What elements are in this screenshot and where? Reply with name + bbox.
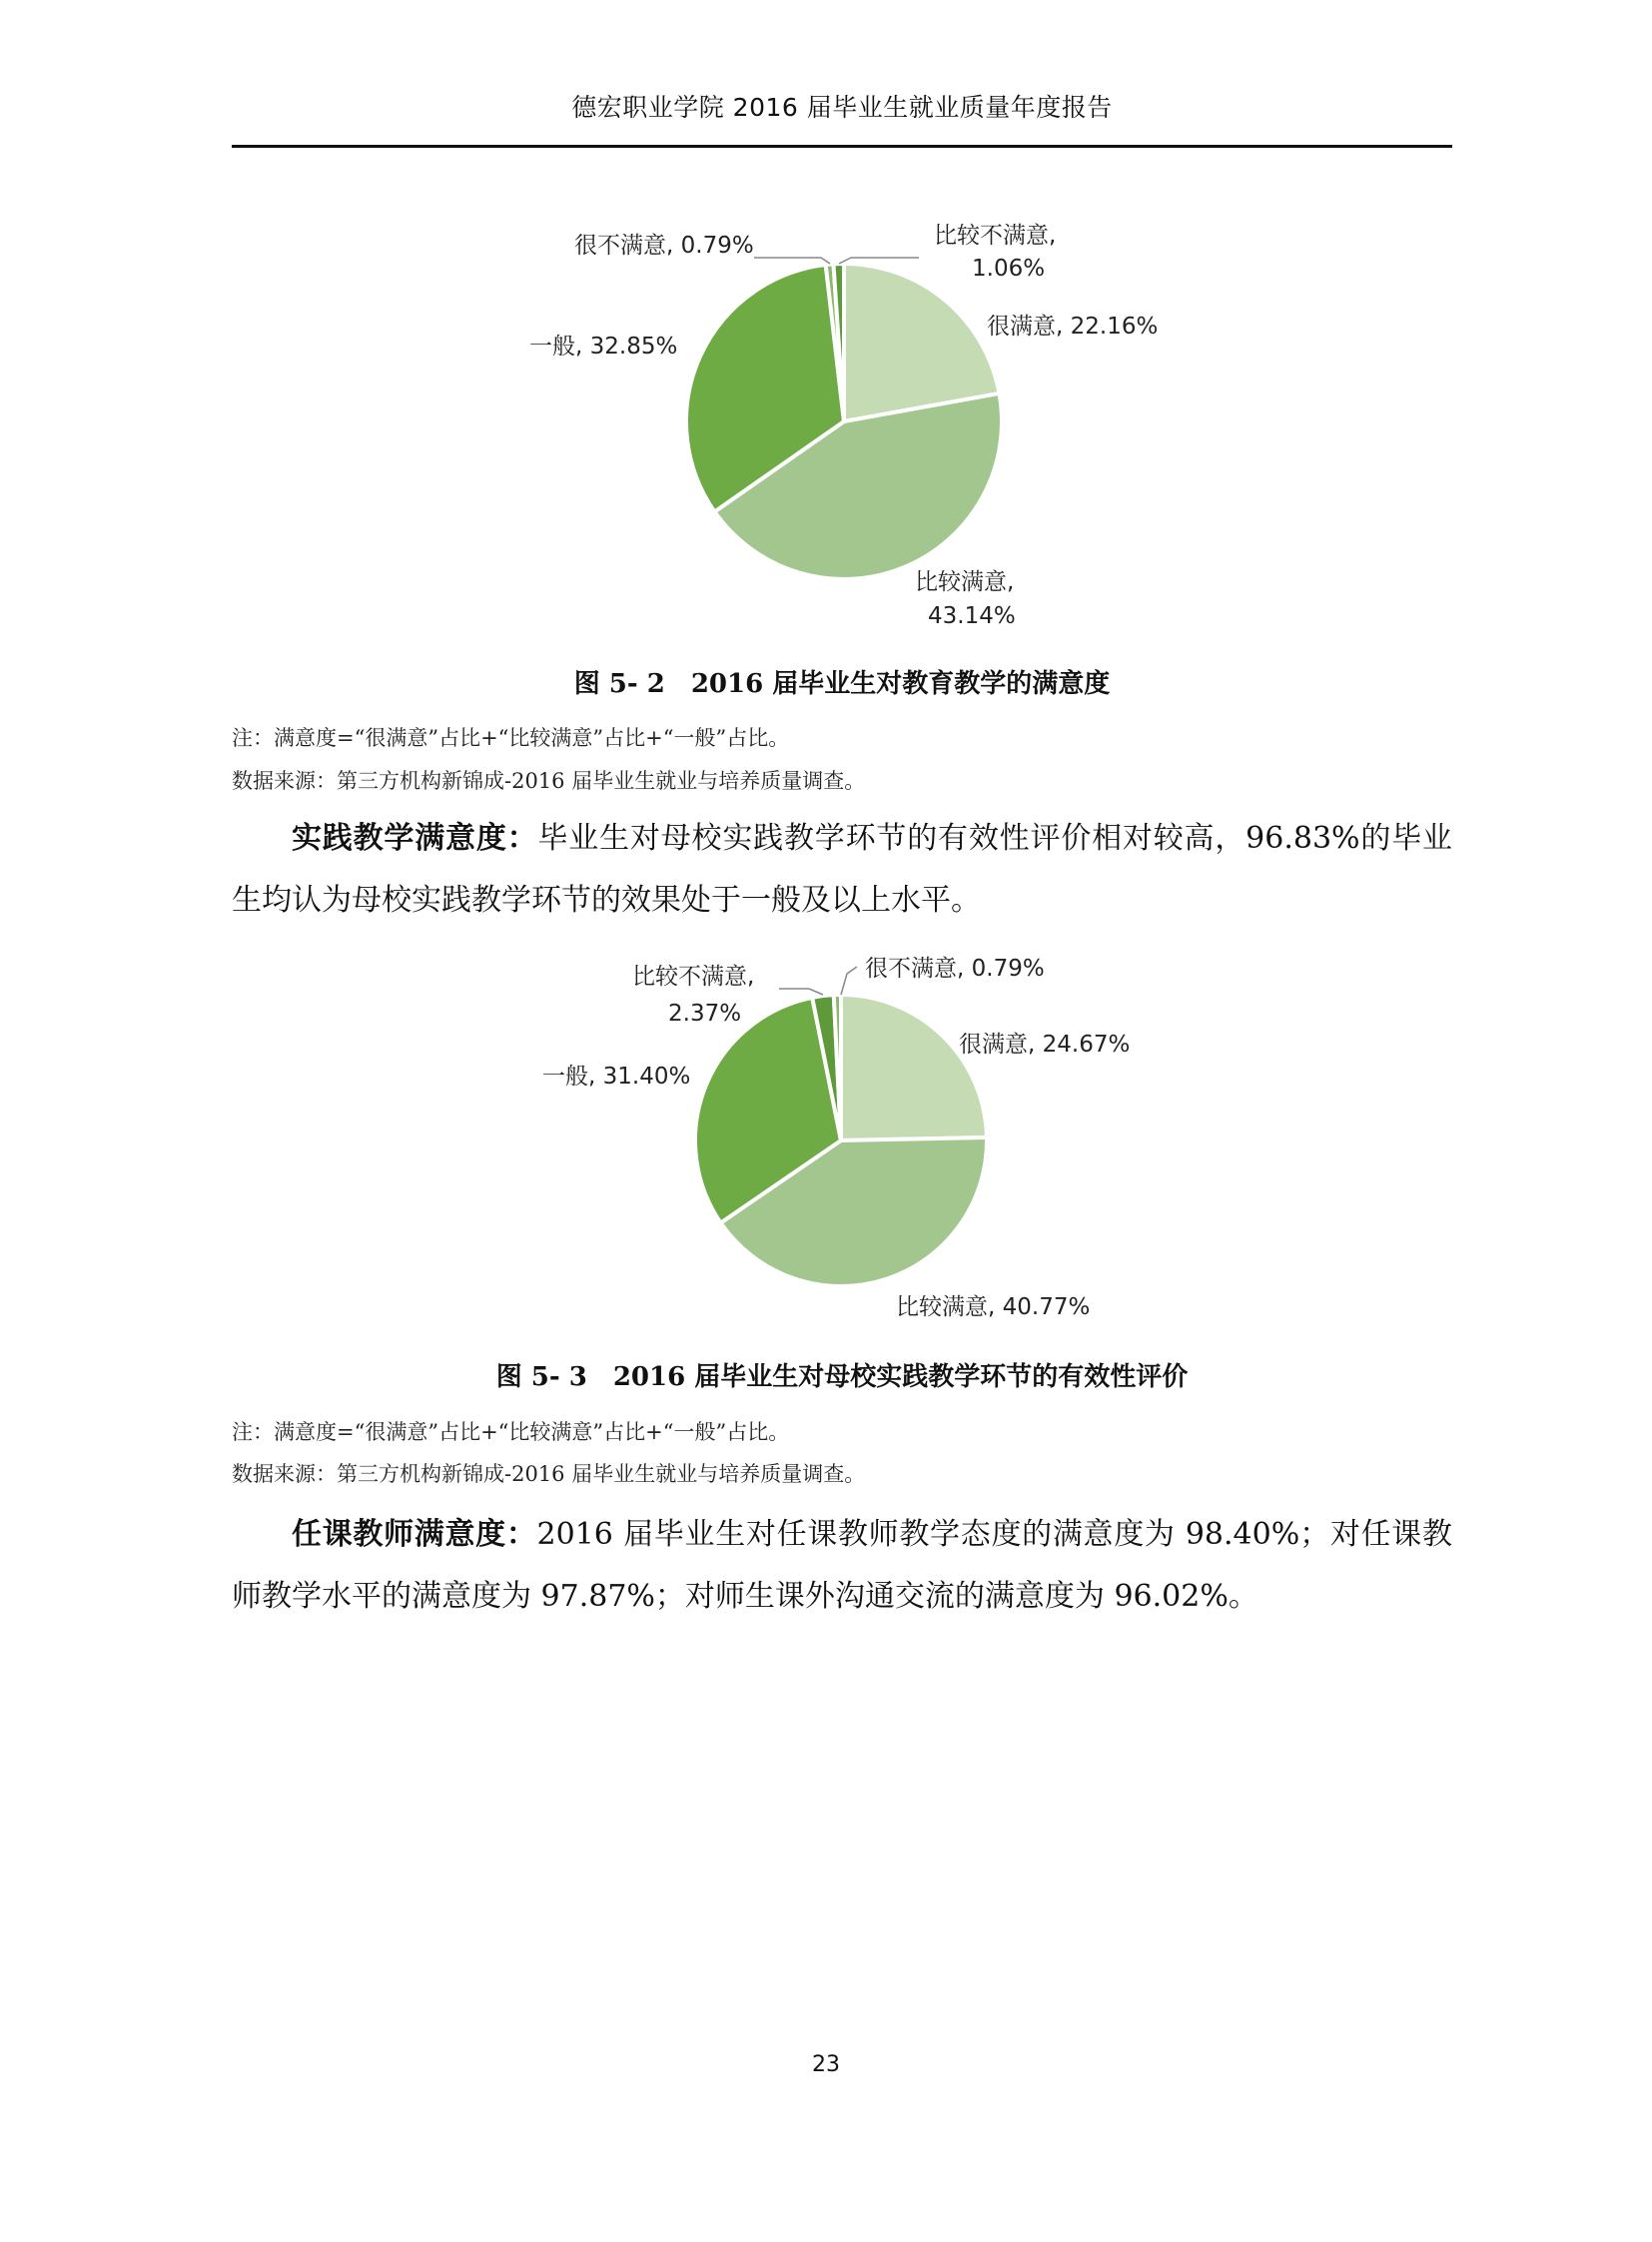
- data-label-dissatisfied-line1: 比较不满意,: [934, 223, 1057, 249]
- leader-lines: [779, 967, 857, 995]
- paragraph-body: 毕业生对母校实践教学环节的有效性评价相对较高，96.83%的毕业生均认为母校实践教学环节的效果处于一般及以上水平。: [232, 821, 1453, 918]
- figure-caption-2: 图 5- 3 2016 届毕业生对母校实践教学环节的有效性评价: [495, 1362, 1189, 1392]
- data-label-neutral: 一般, 32.85%: [529, 334, 678, 360]
- data-label-very-satisfied: 很满意, 24.67%: [959, 1032, 1131, 1058]
- paragraph-teacher-satisfaction: [232, 1504, 1452, 1628]
- page-number: 23: [812, 2052, 840, 2077]
- data-label-very-dissatisfied: 很不满意, 0.79%: [865, 956, 1045, 982]
- paragraph-body: 2016 届毕业生对任课教师教学态度的满意度为 98.40%；对任课教师教学水平的满意度为 97.87%；对师生课外沟通交流的满意度为 96.02%。: [232, 1517, 1452, 1614]
- paragraph-heading: 实践教学满意度：: [292, 821, 538, 856]
- figure-note-2: 注：满意度=“很满意”占比+“比较满意”占比+“一般”占比。: [232, 1420, 790, 1444]
- figure-note-1: 注：满意度=“很满意”占比+“比较满意”占比+“一般”占比。: [232, 726, 790, 750]
- figure-source-1: 数据来源：第三方机构新锦成-2016 届毕业生就业与培养质量调查。: [232, 769, 866, 793]
- figure-source-2: 数据来源：第三方机构新锦成-2016 届毕业生就业与培养质量调查。: [232, 1462, 866, 1486]
- leader-line-dissatisfied: [779, 989, 823, 995]
- figure-caption-1: 图 5- 2 2016 届毕业生对教育教学的满意度: [573, 669, 1111, 699]
- page-header-title: 德宏职业学院 2016 届毕业生就业质量年度报告: [571, 93, 1113, 122]
- pie-slice-1: [841, 995, 987, 1140]
- data-label-very-dissatisfied: 很不满意, 0.79%: [574, 233, 754, 259]
- data-label-dissatisfied-line2: 2.37%: [668, 1001, 742, 1027]
- data-label-satisfied: 比较满意, 40.77%: [896, 1294, 1091, 1320]
- data-label-dissatisfied-line1: 比较不满意,: [632, 964, 755, 990]
- data-label-satisfied-line2: 43.14%: [928, 603, 1016, 629]
- paragraph-heading: 任课教师满意度：: [292, 1517, 537, 1552]
- leader-line-very-dissatisfied: [841, 967, 857, 995]
- data-label-satisfied-line1: 比较满意,: [915, 569, 1015, 595]
- data-label-very-satisfied: 很满意, 22.16%: [987, 314, 1159, 340]
- data-label-neutral: 一般, 31.40%: [542, 1064, 691, 1090]
- data-label-dissatisfied-line2: 1.06%: [972, 256, 1046, 282]
